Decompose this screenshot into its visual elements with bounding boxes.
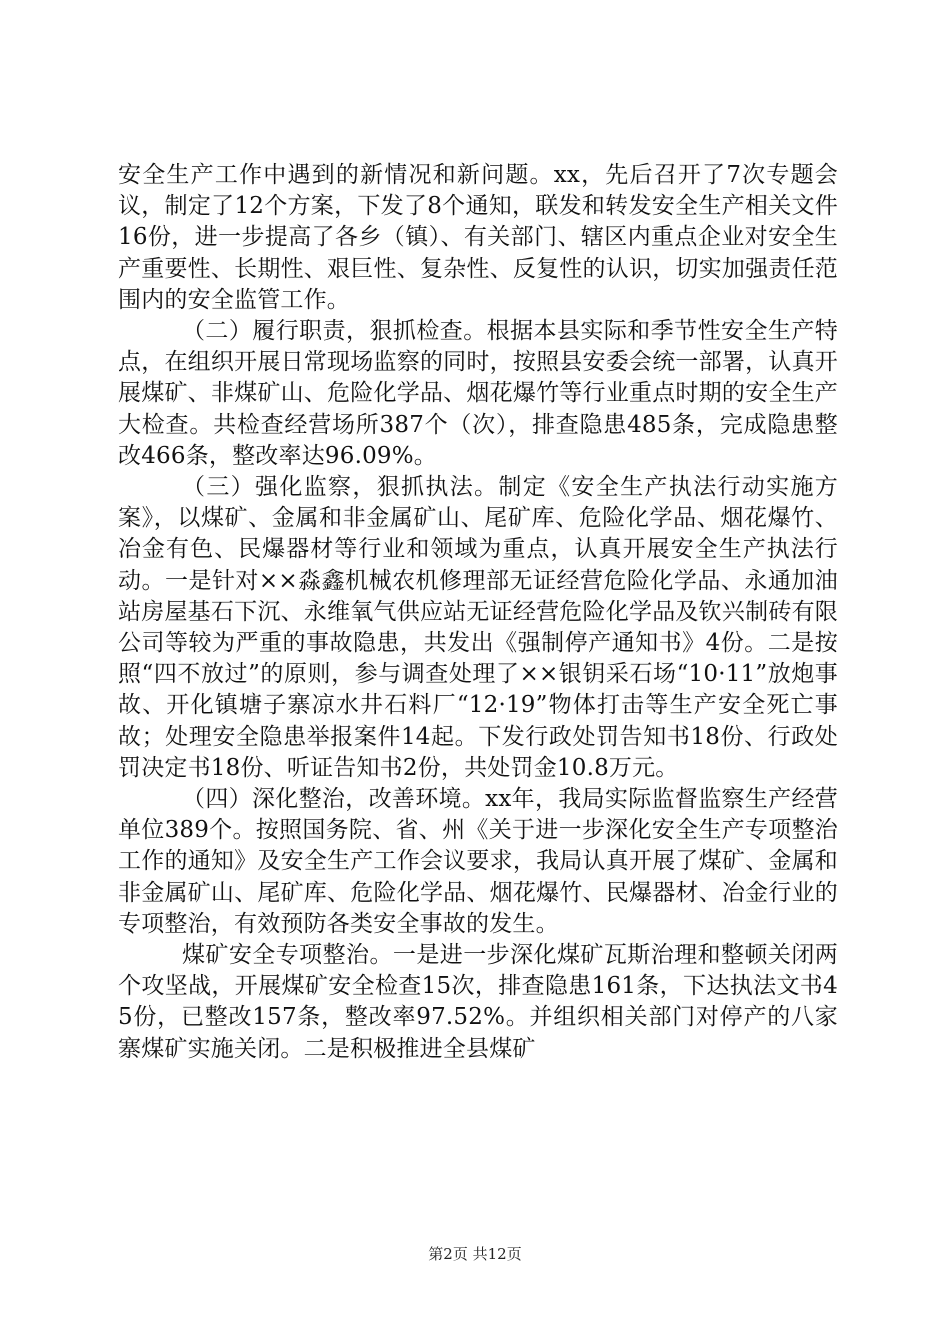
paragraph-continuation: 安全生产工作中遇到的新情况和新问题。xx，先后召开了7次专题会议，制定了12个方案，下发了8个通知，联发和转发安全生产相关文件16份，进一步提高了各乡（镇）、有关部门、辖区内重点企业对安全生产重要性、长期性、艰巨性、复杂性、反复性的认识，切实加强责任范围内的安全监管工作。: [118, 162, 838, 313]
page-number-footer: 第2页 共12页: [428, 1245, 522, 1263]
paragraph-inspection: （二）履行职责，狠抓检查。根据本县实际和季节性安全生产特点，在组织开展日常现场监察的同时，按照县安委会统一部署，认真开展煤矿、非煤矿山、危险化学品、烟花爆竹等行业重点时期的安全生产大检查。共检查经营场所387个（次），排查隐患485条，完成隐患整改466条，整改率达96.09%。: [118, 318, 838, 469]
paragraph-enforcement: （三）强化监察，狠抓执法。制定《安全生产执法行动实施方案》，以煤矿、金属和非金属矿山、尾矿库、危险化学品、烟花爆竹、冶金有色、民爆器材等行业和领域为重点，认真开展安全生产执法行动。一是针对××淼鑫机械农机修理部无证经营危险化学品、永通加油站房屋基石下沉、永维氧气供应站无证经营危险化学品及钦兴制砖有限公司等较为严重的事故隐患，共发出《强制停产通知书》4份。二是按照“四不放过”的原则，参与调查处理了××银钥采石场“10·11”放炮事故、开化镇塘子寨凉水井石料厂“12·19”物体打击等生产安全死亡事故；处理安全隐患举报案件14起。下发行政处罚告知书18份、行政处罚决定书18份、听证告知书2份，共处罚金10.8万元。: [118, 474, 838, 781]
document-body: [118, 160, 838, 1065]
paragraph-rectification: （四）深化整治，改善环境。xx年，我局实际监督监察生产经营单位389个。按照国务院、省、州《关于进一步深化安全生产专项整治工作的通知》及安全生产工作会议要求，我局认真开展了煤矿、金属和非金属矿山、尾矿库、危险化学品、烟花爆竹、民爆器材、冶金行业的专项整治，有效预防各类安全事故的发生。: [118, 786, 838, 937]
paragraph-coal-mine: 煤矿安全专项整治。一是进一步深化煤矿瓦斯治理和整顿关闭两个攻坚战，开展煤矿安全检查15次，排查隐患161条，下达执法文书45份，已整改157条，整改率97.52%。并组织相关部门对停产的八家寨煤矿实施关闭。二是积极推进全县煤矿: [118, 942, 838, 1062]
